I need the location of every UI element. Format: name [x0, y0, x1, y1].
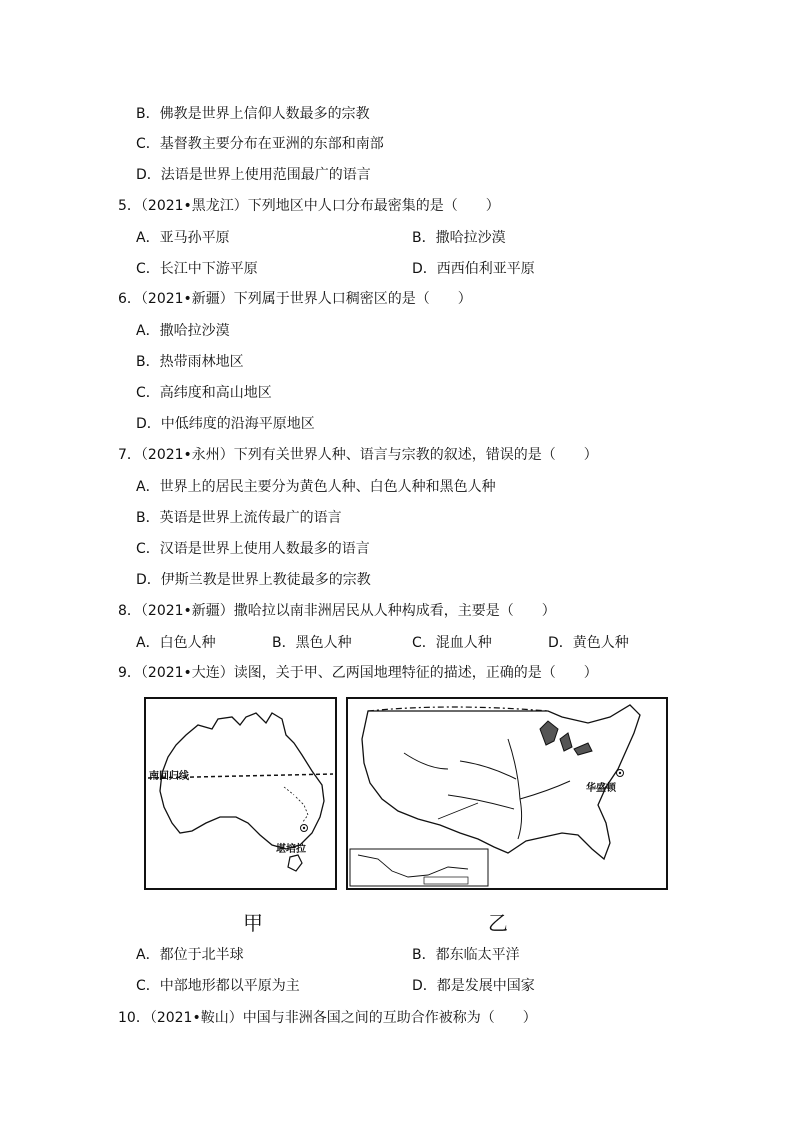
q8-option-d: D．黄色人种 [548, 635, 629, 651]
q6-option-a: A．撒哈拉沙漠 [136, 323, 230, 339]
q4-option-c: C．基督教主要分布在亚洲的东部和南部 [136, 136, 384, 152]
map-yi [346, 697, 668, 890]
canberra-label: 堪培拉 [276, 844, 306, 855]
q7-option-c: C．汉语是世界上使用人数最多的语言 [136, 541, 370, 557]
q6-option-d: D．中低纬度的沿海平原地区 [136, 416, 315, 432]
q5-option-d: D．西西伯利亚平原 [412, 261, 535, 277]
q7-option-b: B．英语是世界上流传最广的语言 [136, 510, 342, 526]
q6-option-b: B．热带雨林地区 [136, 354, 244, 370]
q7-option-a: A．世界上的居民主要分为黄色人种、白色人种和黑色人种 [136, 479, 496, 495]
q10-stem: 10．（2021•鞍山）中国与非洲各国之间的互助合作被称为（ ） [118, 1010, 537, 1026]
q7-stem: 7．（2021•永州）下列有关世界人种、语言与宗教的叙述，错误的是（ ） [118, 447, 598, 463]
q8-option-b: B．黑色人种 [272, 635, 352, 651]
q7-option-d: D．伊斯兰教是世界上教徒最多的宗教 [136, 572, 371, 588]
washington-label: 华盛顿 [586, 783, 616, 794]
q8-option-a: A．白色人种 [136, 635, 216, 651]
map-jia-caption: 甲 [243, 911, 263, 935]
q5-option-c: C．长江中下游平原 [136, 261, 258, 277]
q5-option-a: A．亚马孙平原 [136, 230, 230, 246]
australia-map [146, 699, 335, 888]
q6-option-c: C．高纬度和高山地区 [136, 385, 272, 401]
q9-stem: 9．（2021•大连）读图，关于甲、乙两国地理特征的描述，正确的是（ ） [118, 665, 598, 681]
q4-option-d: D．法语是世界上使用范围最广的语言 [136, 167, 371, 183]
q9-option-a: A．都位于北半球 [136, 947, 244, 963]
q9-option-b: B．都东临太平洋 [412, 947, 520, 963]
map-yi-caption: 乙 [488, 911, 508, 935]
usa-map [348, 699, 666, 888]
q5-stem: 5．（2021•黑龙江）下列地区中人口分布最密集的是（ ） [118, 198, 500, 214]
q5-option-b: B．撒哈拉沙漠 [412, 230, 506, 246]
q9-option-d: D．都是发展中国家 [412, 978, 535, 994]
map-jia [144, 697, 337, 890]
great-lakes [540, 721, 558, 745]
q6-stem: 6．（2021•新疆）下列属于世界人口稠密区的是（ ） [118, 291, 472, 307]
tropic-label: 南回归线 [149, 771, 189, 782]
q8-option-c: C．混血人种 [412, 635, 492, 651]
q4-option-b: B．佛教是世界上信仰人数最多的宗教 [136, 106, 370, 122]
q8-stem: 8．（2021•新疆）撒哈拉以南非洲居民从人种构成看，主要是（ ） [118, 603, 556, 619]
q9-option-c: C．中部地形都以平原为主 [136, 978, 300, 994]
